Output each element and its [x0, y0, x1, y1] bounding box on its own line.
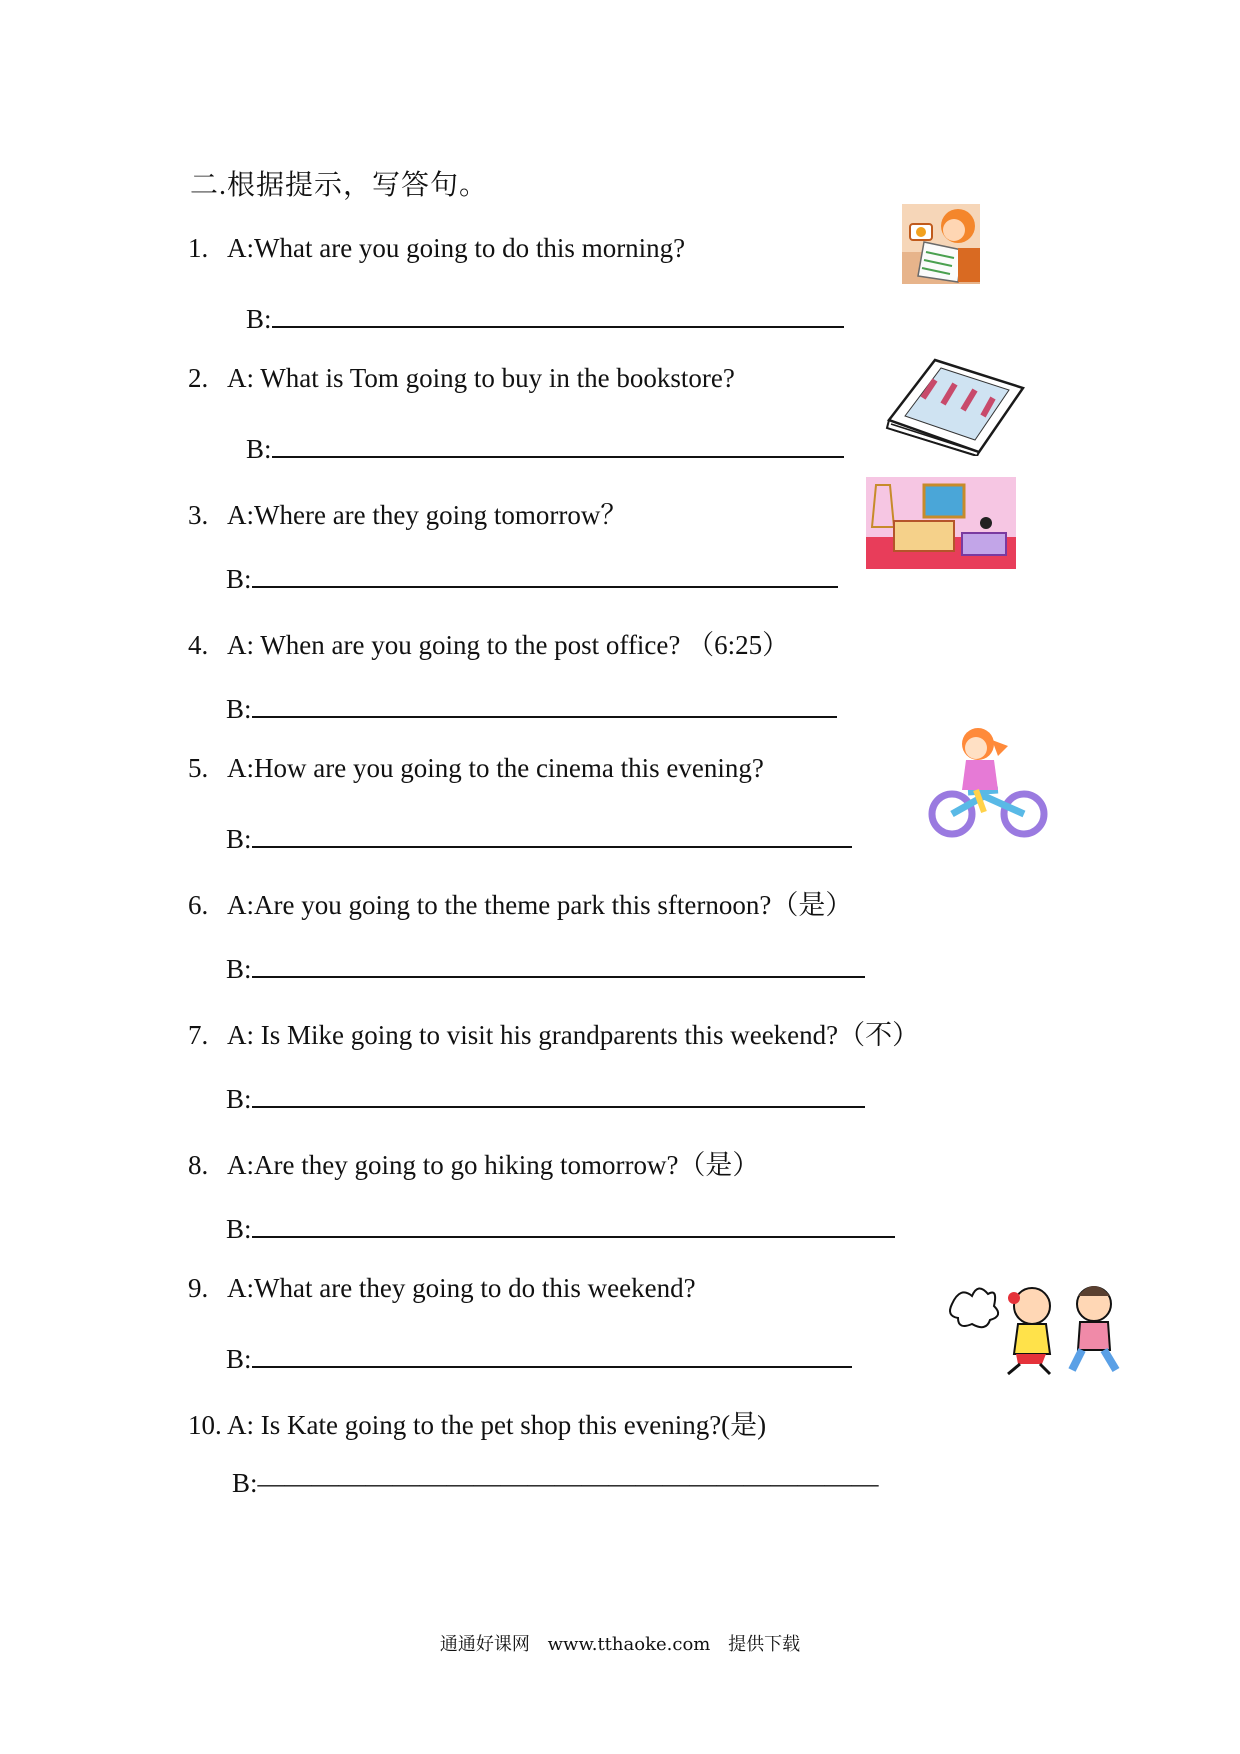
section-heading: 二.根据提示，写答句。: [190, 170, 489, 201]
question-text: A:What are they going to do this weekend?: [227, 1273, 696, 1303]
answer-line-1: [246, 298, 844, 335]
girl-skirt: [1016, 1354, 1046, 1364]
answer-blank[interactable]: [272, 428, 844, 458]
question-6: [188, 883, 852, 922]
answer-blank[interactable]: [252, 1078, 865, 1108]
answer-line-5: [226, 818, 852, 855]
answer-label: B:: [246, 304, 272, 334]
ponytail-shape: [992, 740, 1008, 756]
question-number: 2.: [188, 363, 209, 393]
answer-line-2: [246, 428, 844, 465]
question-number: 3.: [188, 500, 209, 530]
question-8: [188, 1143, 759, 1182]
question-number: 7.: [188, 1020, 209, 1050]
boy-shirt: [1078, 1322, 1110, 1350]
sleeve-shape: [958, 248, 980, 282]
camera-lens: [916, 227, 926, 237]
footer-site-name: 通通好课网: [439, 1634, 530, 1655]
answer-label: B:: [226, 1084, 252, 1114]
answer-blank[interactable]: [252, 1338, 852, 1368]
answer-label: B:: [246, 434, 272, 464]
answer-line-3: [226, 558, 838, 595]
answer-label: B:: [226, 1214, 252, 1244]
children-walking-picture: [946, 1276, 1130, 1376]
face-shape: [965, 737, 987, 759]
question-number: 1.: [188, 233, 209, 263]
answer-label: B:: [226, 954, 252, 984]
dress-shape: [962, 760, 998, 790]
question-4: [188, 623, 789, 662]
girl-taking-photo-picture: [902, 204, 980, 284]
cat-shape: [980, 517, 992, 529]
footer: [0, 1630, 1240, 1656]
answer-label: B:: [226, 564, 252, 594]
answer-dashes[interactable]: ———————————————————————: [257, 1468, 879, 1498]
question-9: [188, 1273, 696, 1304]
answer-line-6: [226, 948, 865, 985]
answer-line-10: [232, 1468, 879, 1499]
book-picture: [883, 358, 1025, 456]
answer-label: B:: [232, 1468, 258, 1498]
question-text: A:How are you going to the cinema this evening?: [227, 753, 764, 783]
question-number: 8.: [188, 1150, 209, 1180]
question-number: 4.: [188, 630, 209, 660]
picture-frame: [924, 485, 964, 517]
answer-line-8: [226, 1208, 895, 1245]
answer-blank[interactable]: [272, 298, 844, 328]
boy-hair: [1078, 1286, 1110, 1296]
question-number: 9.: [188, 1273, 209, 1303]
question-5: [188, 753, 764, 784]
answer-blank[interactable]: [252, 558, 838, 588]
girl-shirt: [1014, 1324, 1050, 1354]
question-number: 5.: [188, 753, 209, 783]
answer-line-4: [226, 688, 837, 725]
question-3: [188, 493, 627, 532]
question-text: A:Are you going to the theme park this sfternoon?（是）: [227, 890, 853, 920]
pet-pen: [894, 521, 954, 551]
question-text: A: What is Tom going to buy in the bookstore?: [227, 363, 735, 393]
question-10: [188, 1403, 766, 1442]
question-2: [188, 363, 735, 394]
girl-legs: [1008, 1364, 1050, 1374]
question-text: A:What are you going to do this morning?: [227, 233, 686, 263]
question-text: A: Is Kate going to the pet shop this evening?(是): [227, 1410, 767, 1440]
answer-label: B:: [226, 694, 252, 724]
hair-bow: [1008, 1292, 1020, 1304]
answer-line-9: [226, 1338, 852, 1375]
question-7: [188, 1013, 919, 1052]
answer-blank[interactable]: [252, 1208, 895, 1238]
question-text: A:Are they going to go hiking tomorrow?（是）: [227, 1150, 760, 1180]
boy-legs: [1072, 1350, 1116, 1370]
pet-shop-picture: [866, 477, 1016, 569]
answer-label: B:: [226, 824, 252, 854]
paper-shape: [918, 242, 962, 282]
answer-blank[interactable]: [252, 688, 837, 718]
answer-label: B:: [226, 1344, 252, 1374]
answer-line-7: [226, 1078, 865, 1115]
answer-blank[interactable]: [252, 818, 852, 848]
question-text: A: When are you going to the post office? （6:25）: [227, 630, 790, 660]
footer-suffix: 提供下载: [728, 1634, 801, 1655]
question-text: A:Where are they going tomorrow？: [227, 500, 628, 530]
speech-burst: [950, 1288, 998, 1327]
footer-url[interactable]: www.tthaoke.com: [547, 1634, 711, 1655]
question-number: 10.: [188, 1410, 222, 1440]
question-number: 6.: [188, 890, 209, 920]
face-shape: [943, 219, 965, 241]
pet-bed: [962, 533, 1006, 555]
question-1: [188, 233, 685, 264]
question-text: A: Is Mike going to visit his grandparents this weekend?（不）: [227, 1020, 920, 1050]
girl-on-bicycle-picture: [928, 726, 1048, 844]
answer-blank[interactable]: [252, 948, 865, 978]
girl-face: [1014, 1288, 1050, 1324]
